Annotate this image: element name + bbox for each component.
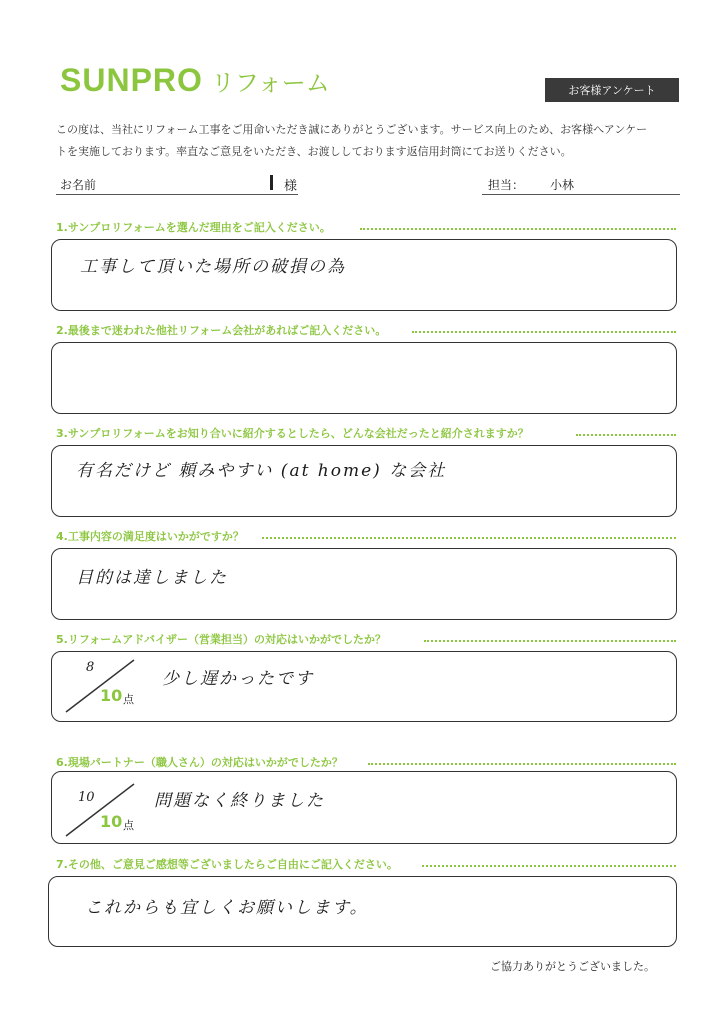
question-4-answer: 目的は達しました [76, 568, 228, 588]
question-6-score-max: 10 [100, 812, 123, 831]
question-5-label: 5.リフォームアドバイザー（営業担当）の対応はいかがでしたか？ [56, 633, 387, 646]
name-row [56, 172, 680, 198]
logo-brand: SUNPRO [60, 62, 203, 98]
intro-text [56, 119, 696, 163]
question-2-answer-box [51, 342, 677, 414]
name-underline-2 [264, 194, 298, 195]
logo-subtitle: リフォーム [210, 69, 330, 97]
question-3-dots [576, 434, 676, 436]
name-bar [270, 175, 273, 190]
logo [60, 62, 330, 99]
question-2-dots [412, 331, 676, 333]
question-3-answer: 有名だけど 頼みやすい (at home) な会社 [76, 461, 447, 481]
intro-line-2: トを実施しております。率直なご意見をいただき、お渡ししております返信用封筒にてお送りください。 [56, 145, 572, 158]
staff-label: 担当： [488, 178, 525, 192]
question-2-label: 2.最後まで迷われた他社リフォーム会社があればご記入ください。 [56, 324, 387, 337]
question-7-answer: これからも宜しくお願いします。 [85, 898, 369, 918]
question-5-score-unit: 点 [123, 693, 134, 706]
question-7-answer-box [48, 876, 677, 947]
question-6-answer-box [51, 771, 677, 844]
question-1-answer-box [51, 239, 677, 311]
question-6-score-unit: 点 [123, 819, 134, 832]
question-1-dots [360, 228, 676, 230]
name-underline [56, 194, 264, 195]
question-1-label: 1.サンプロリフォームを選んだ理由をご記入ください。 [56, 221, 331, 234]
question-4-label: 4.工事内容の満足度はいかがですか？ [56, 530, 244, 543]
survey-badge: お客様アンケート [545, 78, 679, 102]
question-6-label: 6.現場パートナー（職人さん）の対応はいかがでしたか？ [56, 756, 343, 769]
question-3-label: 3.サンプロリフォームをお知り合いに紹介するとしたら、どんな会社だったと紹介されますか？ [56, 427, 529, 440]
question-5-score-max: 10 [100, 686, 123, 705]
question-5-dots [424, 640, 676, 642]
question-1-answer: 工事して頂いた場所の破損の為 [80, 257, 346, 277]
staff-underline [482, 194, 680, 195]
question-7-label: 7.その他、ご意見ご感想等ございましたらご自由にご記入ください。 [56, 858, 398, 871]
thanks-text: ご協力ありがとうございました。 [490, 960, 655, 973]
question-4-answer-box [51, 548, 677, 620]
question-6-answer: 問題なく終りました [154, 791, 325, 811]
question-6-score: 10 [78, 790, 95, 805]
question-5-answer: 少し遅かったです [162, 669, 314, 689]
name-label: お名前 [60, 178, 97, 192]
name-honorific: 様 [284, 179, 298, 194]
question-4-dots [262, 537, 676, 539]
question-7-dots [422, 865, 676, 867]
question-6-dots [368, 763, 676, 765]
staff-name: 小林 [550, 178, 575, 192]
question-3-answer-box [51, 445, 677, 517]
intro-line-1: この度は、当社にリフォーム工事をご用命いただき誠にありがとうございます。サービス向上のため、お客様へアンケー [56, 123, 648, 136]
question-5-answer-box [51, 651, 677, 722]
question-5-score: 8 [86, 660, 95, 675]
